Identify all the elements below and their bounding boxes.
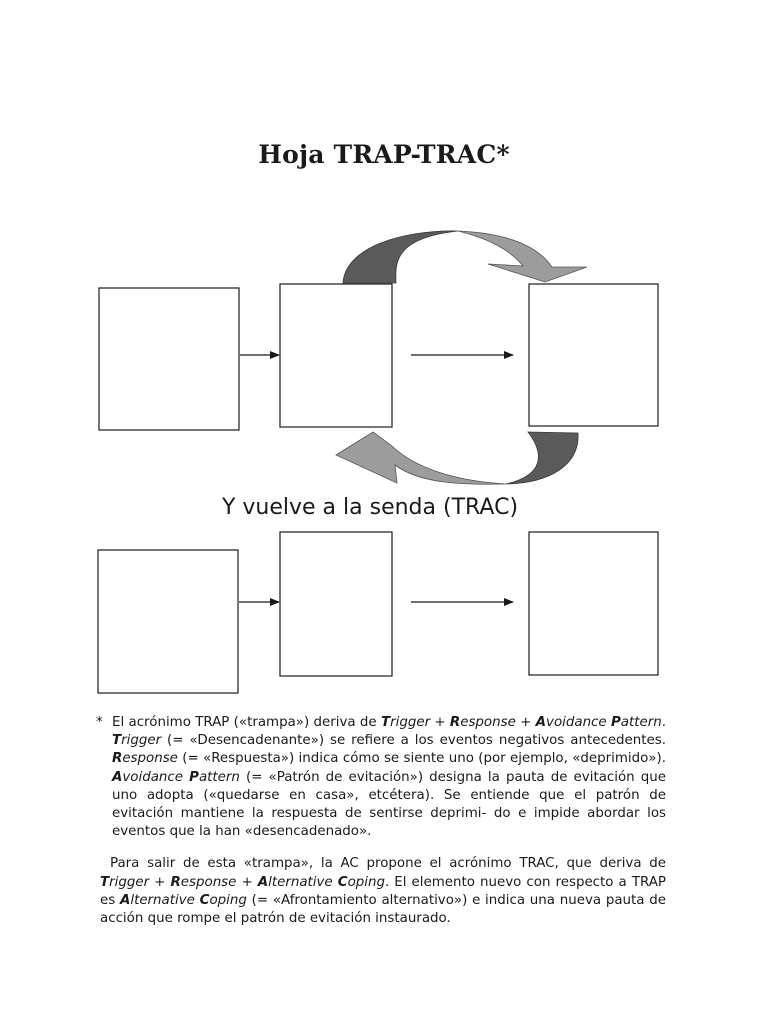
bottom-curved-arrow xyxy=(336,432,578,484)
text-run: R xyxy=(112,751,123,767)
text-run: (= «Patrón de evitación») designa la pauta de evitación que uno adopta («quedarse en casa», etcétera). Se entiende que el patrón de evitación mantiene la respuesta de sentirse deprimi- do e impide abordar los eventos que la han «desencadenado». xyxy=(112,769,667,840)
text-run: El acrónimo TRAP («trampa») deriva de xyxy=(112,715,381,730)
text-run: (= «Afrontamiento alternativo») e indica una nueva pauta de acción que rompe el patrón de evitación instaurado. xyxy=(100,892,666,927)
text-run: voidance xyxy=(122,769,190,785)
trac-alternative-coping-box[interactable] xyxy=(529,532,658,675)
text-run: esponse + xyxy=(180,874,258,890)
page-title: Hoja TRAP-TRAC* xyxy=(258,140,510,169)
text-run: R xyxy=(170,874,181,890)
text-run: A xyxy=(535,715,547,730)
text-run: rigger + xyxy=(390,715,450,730)
text-run: C xyxy=(337,874,348,890)
text-run: . El elemento nuevo con respecto a TRAP es xyxy=(100,874,666,908)
text-run: esponse + xyxy=(460,715,536,730)
text-run: . xyxy=(661,715,666,730)
text-run: attern xyxy=(620,715,662,730)
footnote-trap xyxy=(96,714,666,841)
text-run: voidance xyxy=(546,715,611,730)
text-run: P xyxy=(189,769,199,785)
footnotes xyxy=(96,714,666,928)
text-run: T xyxy=(380,715,391,730)
trap-trigger-box[interactable] xyxy=(99,288,239,430)
text-run: T xyxy=(112,733,122,749)
text-run: rigger xyxy=(121,733,162,749)
text-run: R xyxy=(449,715,461,730)
top-curved-arrow xyxy=(343,231,587,283)
text-run: lternative xyxy=(130,892,200,908)
trap-avoidance-box[interactable] xyxy=(529,284,658,426)
footnote-marker: * xyxy=(96,715,103,730)
text-run: lternative xyxy=(268,874,338,890)
text-run: rigger + xyxy=(109,874,171,890)
text-run: (= «Respuesta») indica cómo se siente uno (por ejemplo, «deprimido»). xyxy=(177,751,666,767)
text-run: (= «Desencadenante») se refiere a los eventos negativos antecedentes. xyxy=(161,733,666,749)
text-run: A xyxy=(257,874,269,890)
text-run: attern xyxy=(198,769,240,785)
text-run: Para salir de esta «trampa», la AC propone el acrónimo TRAC, que deriva de xyxy=(110,856,666,872)
text-run: A xyxy=(112,769,123,785)
footnote-trac xyxy=(96,855,666,928)
trac-trigger-box[interactable] xyxy=(98,550,238,693)
text-run: esponse xyxy=(122,751,178,767)
trac-subtitle: Y vuelve a la senda (TRAC) xyxy=(221,495,519,520)
text-run: A xyxy=(119,892,131,908)
text-run: C xyxy=(199,892,210,908)
text-run: T xyxy=(100,874,110,890)
trap-response-box[interactable] xyxy=(280,284,392,427)
text-run: oping xyxy=(209,892,247,908)
text-run: oping xyxy=(347,874,385,890)
trac-response-box[interactable] xyxy=(280,532,392,676)
text-run: P xyxy=(610,715,621,730)
